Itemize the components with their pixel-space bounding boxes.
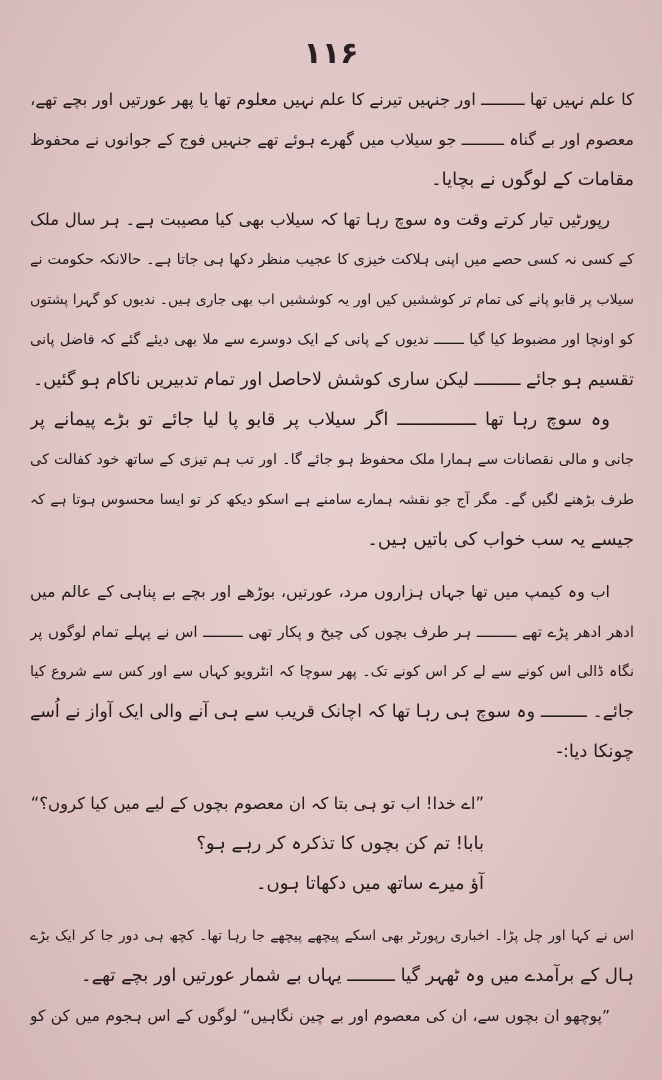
text-line: آؤ میرے ساتھ میں دکھاتا ہوں۔ bbox=[255, 873, 484, 894]
text-line: رپورٹیں تیار کرتے وقت وہ سوچ رہا تھا کہ سیلاب بھی کیا مصیبت ہے۔ ہر سال ملک bbox=[30, 210, 610, 229]
text-line: بابا! تم کن بچوں کا تذکرہ کر رہے ہو؟ bbox=[196, 833, 484, 854]
text-line: ہال کے برآمدے میں وہ ٹھہر گیا ـــــــــ یہاں بے شمار عورتیں اور بچے تھے۔ bbox=[81, 965, 634, 986]
text-line: جائے۔ ـــــــــ وہ سوچ ہی رہا تھا کہ اچانک قریب سے ہی آنے والی ایک آواز نے اُسے bbox=[30, 702, 634, 722]
text-line: اس نے کہا اور چل پڑا۔ اخباری رپورٹر بھی اسکے پیچھے پیچھے جا رہا تھا۔ کچھ ہی دور جا کر ایک بڑے bbox=[30, 928, 634, 944]
text-line: مقامات کے لوگوں نے بچایا۔ bbox=[431, 169, 634, 190]
text-line: ادھر ادھر پڑے تھے ـــــــــ ہر طرف بچوں کی چیخ و پکار تھی ـــــــــ اس نے پہلے تمام لوگوں پر bbox=[30, 623, 634, 641]
text-line: کا علم نہیں تھا ـــــــــ اور جنہیں تیرنے کا علم نہیں معلوم تھا یا پھر عورتیں اور بچے تھے، bbox=[30, 90, 634, 109]
text-line: چونکا دیا:- bbox=[556, 741, 634, 762]
page-text bbox=[30, 80, 634, 1036]
text-line: جیسے یہ سب خواب کی باتیں ہیں۔ bbox=[367, 529, 634, 550]
page-number: ۱۱۶ bbox=[303, 36, 359, 71]
text-line: تقسیم ہو جائے ـــــــــ لیکن ساری کوشش لاحاصل اور تمام تدبیریں ناکام ہو گئیں۔ bbox=[32, 370, 634, 390]
text-line: نگاہ ڈالی اس کونے سے لے کر اس کونے تک۔ پھر سوچا کہ انٹرویو کہاں سے اور کس سے شروع کیا bbox=[30, 664, 634, 680]
text-line: ”پوچھو ان بچوں سے، ان کی معصوم اور بے چین نگاہیں“ لوگوں کے اس ہجوم میں کن کو bbox=[30, 1007, 610, 1025]
text-line: اب وہ کیمپ میں تھا جہاں ہزاروں مرد، عورتیں، بوڑھے اور بچے بے پناہی کے عالم میں bbox=[30, 582, 610, 601]
text-line: طرف بڑھنے لگیں گے۔ مگر آج جو نقشہ ہمارے سامنے ہے اسکو دیکھ کر تو ایسا محسوس ہوتا ہے کہ bbox=[30, 492, 634, 508]
text-line: سیلاب پر قابو پانے کی تمام تر کوششیں کیں اور یہ کوششیں اب بھی جاری ہیں۔ ندیوں کو گہرا پشتوں bbox=[30, 292, 634, 308]
text-line: کے کسی نہ کسی حصے میں اپنی ہلاکت خیزی کا عجیب منظر دکھا ہی جاتا ہے۔ حالانکہ حکومت نے bbox=[30, 252, 634, 268]
text-line: کو اونچا اور مضبوط کیا گیا ـــــــ ندیوں کے پانی کے ایک دوسرے سے ملا بھی دیئے گئے کہ فاضل پانی bbox=[30, 332, 634, 348]
text-line: ”اے خدا! اب تو ہی بتا کہ ان معصوم بچوں کے لیے میں کیا کروں؟“ bbox=[30, 794, 484, 813]
text-line: معصوم اور بے گناہ ـــــــــ جو سیلاب میں گھرے ہوئے تھے جنہیں فوج کے جوانوں نے محفوظ bbox=[30, 130, 634, 149]
text-line: جانی و مالی نقصانات سے ہمارا ملک محفوظ ہو جائے گا۔ اور تب ہم تیزی کے ساتھ خود کفالت کی bbox=[30, 452, 634, 468]
text-line: وہ سوچ رہا تھا ـــــــــــــــ اگر سیلاب پر قابو پا لیا جائے تو بڑے پیمانے پر bbox=[30, 409, 610, 430]
